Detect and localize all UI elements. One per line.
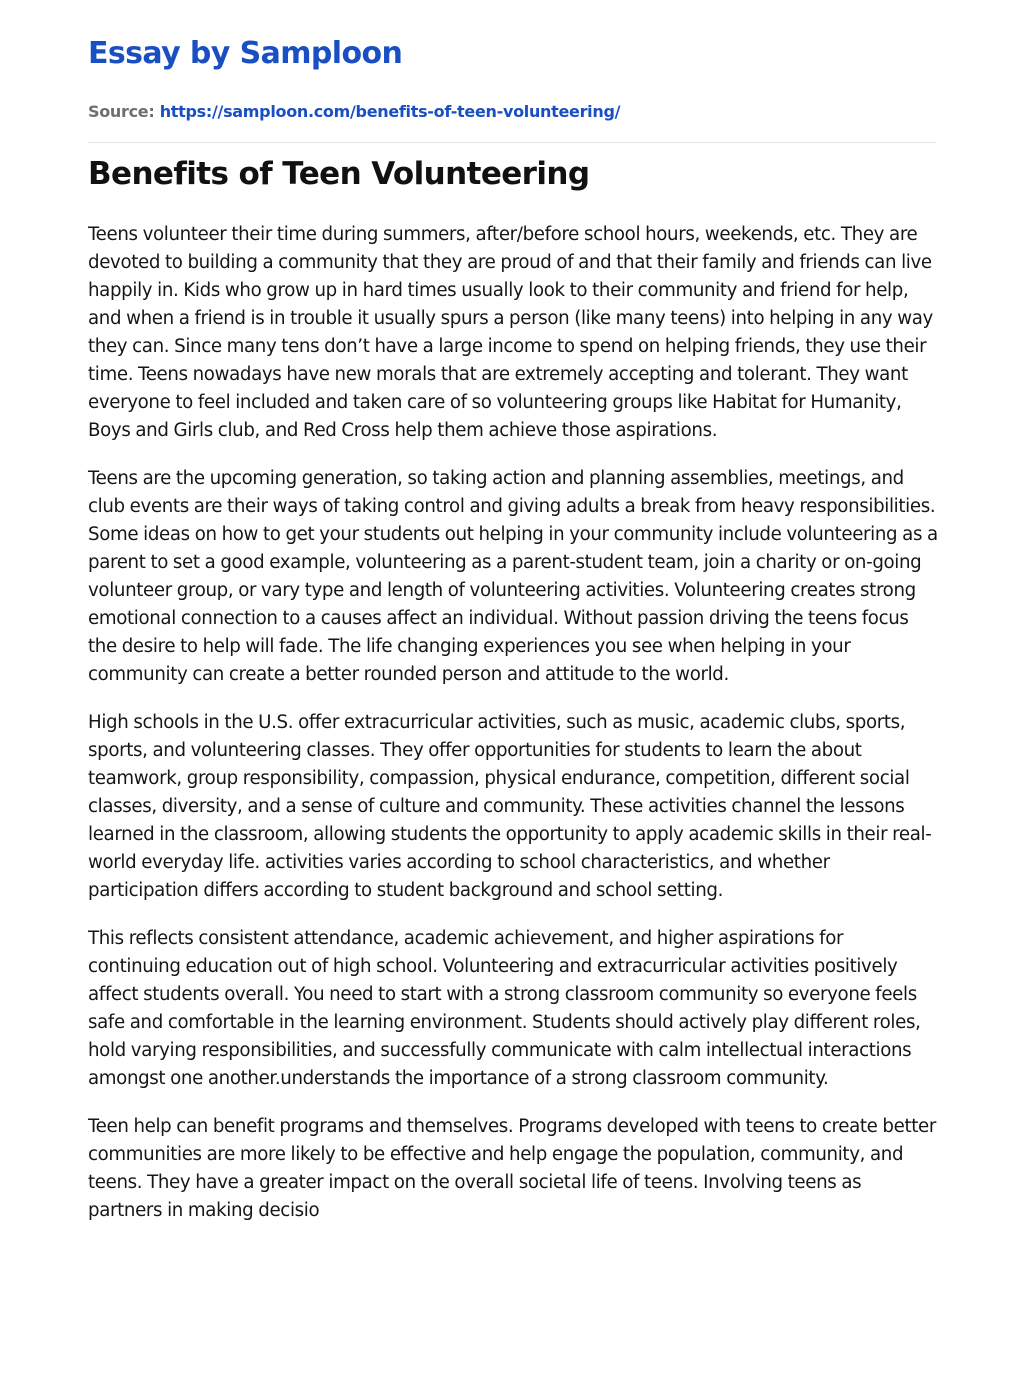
essay-paragraph-2: Teens are the upcoming generation, so taking action and planning assemblies, meetings, and club events are their ways of taking control and giving adults a break from heavy responsibilities. Some ideas on how to get your students out helping in your community include volunteering as a parent to set a good example, volunteering as a parent-student team, join a charity or on-going volunteer group, or vary type and length of volunteering activities. Volunteering creates strong emotional connection to a causes affect an individual. Without passion driving the teens focus the desire to help will fade. The life changing experiences you see when helping in your community can create a better rounded person and attitude to the world. [88,468,938,685]
essay-body [88,221,940,1245]
source-link[interactable]: https://samploon.com/benefits-of-teen-volunteering/ [159,102,621,121]
essay-paragraph-4: This reflects consistent attendance, academic achievement, and higher aspirations for continuing education out of high school. Volunteering and extracurricular activities positively affect students overall. You need to start with a strong classroom community so everyone feels safe and comfortable in the learning environment. Students should actively play different roles, hold varying responsibilities, and successfully communicate with calm intellectual interactions amongst one another.understands the importance of a strong classroom community. [88,928,921,1089]
essay-paragraph-1: Teens volunteer their time during summers, after/before school hours, weekends, etc. They are devoted to building a community that they are proud of and that their family and friends can live happily in. Kids who grow up in hard times usually look to their community and friend for help, and when a friend is in trouble it usually spurs a person (like many teens) into helping in any way they can. Since many tens don’t have a large income to spend on helping friends, they use their time. Teens nowadays have new morals that are extremely accepting and tolerant. They want everyone to feel included and taken care of so volunteering groups like Habitat for Humanity, Boys and Girls club, and Red Cross help them achieve those aspirations. [88,224,933,441]
header-divider [88,142,936,143]
source-label: Source: [88,102,155,121]
site-brand[interactable]: Essay by Samploon [88,36,403,71]
essay-paragraph-5: Teen help can benefit programs and themselves. Programs developed with teens to create better communities are more likely to be effective and help engage the population, community, and teens. They have a greater impact on the overall societal life of teens. Involving teens as partners in making decisio [88,1116,936,1221]
source-line [88,102,620,121]
essay-title: Benefits of Teen Volunteering [88,156,590,192]
essay-paragraph-3: High schools in the U.S. offer extracurricular activities, such as music, academic clubs, sports, sports, and volunteering classes. They offer opportunities for students to learn the about teamwork, group responsibility, compassion, physical endurance, competition, different social classes, diversity, and a sense of culture and community. These activities channel the lessons learned in the classroom, allowing students the opportunity to apply academic skills in their real-world everyday life. activities varies according to school characteristics, and whether participation differs according to student background and school setting. [88,712,932,901]
